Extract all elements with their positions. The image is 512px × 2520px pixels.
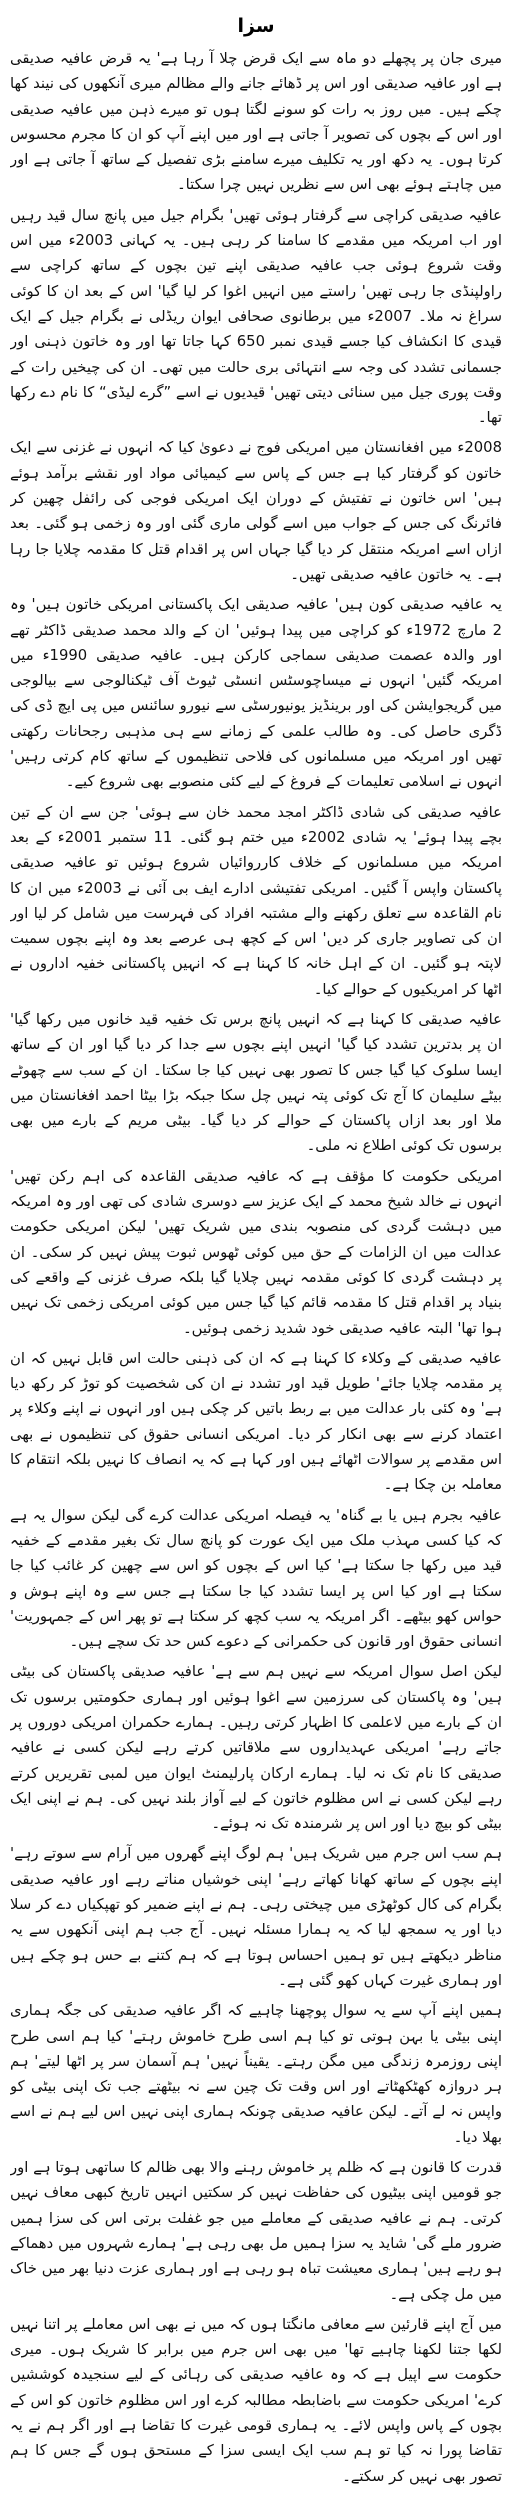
article-body (10, 46, 502, 2508)
article-paragraph: امریکی حکومت کا مؤقف ہے کہ عافیہ صدیقی القاعدہ کی اہم رکن تھیں' انہوں نے خالد شیخ محمد کے ایک عزیز سے دوسری شادی کی تھی اور وہ امریکہ میں دہشت گردی کی منصوبہ بندی میں شریک تھیں' لیکن امریکی حکومت عدالت میں ان الزامات کے حق میں کوئی ٹھوس ثبوت پیش نہیں کر سکی۔ ان پر دہشت گردی کا کوئی مقدمہ نہیں چلایا گیا بلکہ صرف غزنی کے واقعے کی بنیاد پر اقدام قتل کا مقدمہ قائم کیا گیا جس میں کوئی امریکی زخمی تک نہیں ہوا تھا' البتہ عافیہ صدیقی خود شدید زخمی ہوئیں۔ (10, 1167, 502, 1337)
article-paragraph: قدرت کا قانون ہے کہ ظلم پر خاموش رہنے والا بھی ظالم کا ساتھی ہوتا ہے اور جو قومیں اپنی بیٹیوں کی حفاظت نہیں کر سکتیں انہیں تاریخ کبھی معاف نہیں کرتی۔ ہم نے عافیہ صدیقی کے معاملے میں جو غفلت برتی اس کی سزا ہمیں ضرور ملے گی' شاید یہ سزا ہمیں مل بھی رہی ہے' ہمارے شہروں میں دھماکے ہو رہے ہیں' ہماری معیشت تباہ ہو رہی ہے اور ہماری عزت دنیا بھر میں خاک میں مل چکی ہے۔ (10, 2159, 502, 2303)
article-paragraph: عافیہ صدیقی کا کہنا ہے کہ انہیں پانچ برس تک خفیہ قید خانوں میں رکھا گیا' ان پر بدترین تشدد کیا گیا' انہیں اپنے بچوں سے جدا کر دیا گیا اور ان کے ساتھ ایسا سلوک کیا گیا جس کا تصور بھی نہیں کیا جا سکتا۔ ان کے سب سے چھوٹے بیٹے سلیمان کا آج تک کوئی پتہ نہیں چل سکا جبکہ بڑا بیٹا احمد افغانستان میں ملا اور بعد ازاں پاکستان کے حوالے کر دیا گیا۔ بیٹی مریم کے بارے میں بھی برسوں تک کوئی اطلاع نہ ملی۔ (10, 1010, 502, 1155)
column-header (10, 6, 502, 46)
article-paragraph: یہ عافیہ صدیقی کون ہیں' عافیہ صدیقی ایک پاکستانی امریکی خاتون ہیں' وہ 2 مارچ 1972ء کو کراچی میں پیدا ہوئیں' ان کے والد محمد صدیقی ڈاکٹر تھے اور والدہ عصمت صدیقی سماجی کارکن ہیں۔ عافیہ صدیقی 1990ء میں امریکہ گئیں' انہوں نے میساچوسٹس انسٹی ٹیوٹ آف ٹیکنالوجی سے بیالوجی میں گریجوایشن کی اور برینڈیز یونیورسٹی سے نیورو سائنس میں پی ایچ ڈی کی ڈگری حاصل کی۔ وہ طالب علمی کے زمانے سے ہی مذہبی رجحانات رکھتی تھیں اور امریکہ میں مسلمانوں کی فلاحی تنظیموں کے ساتھ کام کرتی رہیں' انہوں نے اسلامی تعلیمات کے فروغ کے لیے کئی منصوبے بھی شروع کیے۔ (10, 596, 502, 791)
article-paragraph: ہمیں اپنے آپ سے یہ سوال پوچھنا چاہیے کہ اگر عافیہ صدیقی کی جگہ ہماری اپنی بیٹی یا بہن ہوتی تو کیا ہم اسی طرح خاموش رہتے' کیا ہم اسی طرح اپنی روزمرہ زندگی میں مگن رہتے۔ یقیناً نہیں' ہم آسمان سر پر اٹھا لیتے' ہم ہر دروازہ کھٹکھٹاتے اور اس وقت تک چین سے نہ بیٹھتے جب تک اپنی بیٹی کو واپس نہ لے آتے۔ لیکن عافیہ صدیقی چونکہ ہماری اپنی نہیں اس لیے ہم نے اسے بھلا دیا۔ (10, 2002, 502, 2146)
article-paragraph: عافیہ بجرم ہیں یا بے گناہ' یہ فیصلہ امریکی عدالت کرے گی لیکن سوال یہ ہے کہ کیا کسی مہذب ملک میں ایک عورت کو پانچ سال تک بغیر مقدمے کے خفیہ قید میں رکھا جا سکتا ہے' کیا اس کے بچوں کو اس سے چھین کر غائب کیا جا سکتا ہے اور کیا اس پر ایسا تشدد کیا جا سکتا ہے جس سے وہ اپنے ہوش و حواس کھو بیٹھے۔ اگر امریکہ یہ سب کچھ کر سکتا ہے تو پھر اس کے جمہوریت' انسانی حقوق اور قانون کی حکمرانی کے دعوے کس حد تک سچے ہیں۔ (10, 1506, 502, 1651)
article-paragraph: 2008ء میں افغانستان میں امریکی فوج نے دعویٰ کیا کہ انہوں نے غزنی سے ایک خاتون کو گرفتار کیا ہے جس کے پاس سے کیمیائی مواد اور نقشے برآمد ہوئے ہیں' اس خاتون نے تفتیش کے دوران ایک امریکی فوجی کی رائفل چھین کر فائرنگ کی جس کے جواب میں اسے گولی ماری گئی اور وہ زخمی ہو گئی۔ بعد ازاں اسے امریکہ منتقل کر دیا گیا جہاں اس پر اقدام قتل کا مقدمہ چلایا جا رہا ہے۔ یہ خاتون عافیہ صدیقی تھیں۔ (10, 439, 502, 583)
article-paragraph: عافیہ صدیقی کراچی سے گرفتار ہوئی تھیں' بگرام جیل میں پانچ سال قید رہیں اور اب امریکہ میں مقدمے کا سامنا کر رہی ہیں۔ یہ کہانی 2003ء میں اس وقت شروع ہوئی جب عافیہ صدیقی اپنے تین بچوں کے ساتھ کراچی سے راولپنڈی جا رہی تھیں' راستے میں انہیں اغوا کر لیا گیا' اس کے بعد ان کا کوئی سراغ نہ ملا۔ 2007ء میں برطانوی صحافی ایوان ریڈلی نے بگرام جیل کے ایک قیدی کا انکشاف کیا جسے قیدی نمبر 650 کہا جاتا تھا اور وہ خاتون ذہنی اور جسمانی تشدد کی وجہ سے انتہائی بری حالت میں تھی۔ ان کی چیخیں رات کے وقت پوری جیل میں سنائی دیتی تھیں' قیدیوں نے اسے ”گرے لیڈی“ کا نام دے رکھا تھا۔ (10, 206, 502, 427)
article-paragraph: لیکن اصل سوال امریکہ سے نہیں ہم سے ہے' عافیہ صدیقی پاکستان کی بیٹی ہیں' وہ پاکستان کی سرزمین سے اغوا ہوئیں اور ہماری حکومتیں برسوں تک ان کے بارے میں لاعلمی کا اظہار کرتی رہیں۔ ہمارے حکمران امریکی دوروں پر جاتے رہے' امریکی عہدیداروں سے ملاقاتیں کرتے رہے لیکن کسی نے عافیہ صدیقی کا نام تک نہ لیا۔ ہمارے ارکان پارلیمنٹ ایوان میں لمبی تقریریں کرتے رہے لیکن کسی نے اس مظلوم خاتون کے لیے آواز بلند نہیں کی۔ ہم نے اپنی ایک بیٹی کو بیچ دیا اور اس پر شرمندہ تک نہ ہوئے۔ (10, 1663, 502, 1833)
article-paragraph: میں آج اپنے قارئین سے معافی مانگتا ہوں کہ میں نے بھی اس معاملے پر اتنا نہیں لکھا جتنا لکھنا چاہیے تھا' میں بھی اس جرم میں برابر کا شریک ہوں۔ میری حکومت سے اپیل ہے کہ وہ عافیہ صدیقی کی رہائی کے لیے سنجیدہ کوششیں کرے' امریکی حکومت سے باضابطہ مطالبہ کرے اور اس مظلوم خاتون کو اس کے بچوں کے پاس واپس لائے۔ یہ ہماری قومی غیرت کا تقاضا ہے اور اگر ہم نے یہ تقاضا پورا نہ کیا تو ہم سب ایک ایسی سزا کے مستحق ہوں گے جس کا ہم تصور بھی نہیں کر سکتے۔ (10, 2315, 502, 2485)
article-paragraph: عافیہ صدیقی کے وکلاء کا کہنا ہے کہ ان کی ذہنی حالت اس قابل نہیں کہ ان پر مقدمہ چلایا جائے' طویل قید اور تشدد نے ان کی شخصیت کو توڑ کر رکھ دیا ہے' وہ کئی بار عدالت میں بے ربط باتیں کر چکی ہیں اور انہوں نے اپنے وکلاء پر اعتماد کرنے سے بھی انکار کر دیا۔ امریکی انسانی حقوق کی تنظیموں نے بھی اس مقدمے پر سوالات اٹھائے ہیں اور کہا ہے کہ یہ انصاف کا نہیں بلکہ انتقام کا معاملہ بن چکا ہے۔ (10, 1349, 502, 1494)
article-title: سزا (237, 15, 275, 37)
article-paragraph: عافیہ صدیقی کی شادی ڈاکٹر امجد محمد خان سے ہوئی' جن سے ان کے تین بچے پیدا ہوئے' یہ شادی 2002ء میں ختم ہو گئی۔ 11 ستمبر 2001ء کے بعد امریکہ میں مسلمانوں کے خلاف کارروائیاں شروع ہوئیں تو عافیہ صدیقی پاکستان واپس آ گئیں۔ امریکی تفتیشی ادارے ایف بی آئی نے 2003ء میں ان کا نام القاعدہ سے تعلق رکھنے والے مشتبہ افراد کی فہرست میں شامل کر لیا اور ان کی تصاویر جاری کر دیں' اس کے کچھ ہی عرصے بعد وہ اپنے بچوں سمیت لاپتہ ہو گئیں۔ ان کے اہل خانہ کا کہنا ہے کہ انہیں پاکستانی خفیہ اداروں نے اٹھا کر امریکیوں کے حوالے کیا۔ (10, 803, 502, 998)
article-paragraph: میری جان پر پچھلے دو ماہ سے ایک قرض چلا آ رہا ہے' یہ قرض عافیہ صدیقی ہے اور عافیہ صدیقی اور اس پر ڈھائے جانے والے مظالم میری آنکھوں کی نیند کھا چکے ہیں۔ میں روز بہ رات کو سونے لگتا ہوں تو میرے ذہن میں عافیہ صدیقی اور اس کے بچوں کی تصویر آ جاتی ہے اور میں اپنے آپ کو ان کا مجرم محسوس کرتا ہوں۔ یہ دکھ اور یہ تکلیف میرے سامنے بڑی تفصیل کے ساتھ آ جاتی ہے اور میں چاہتے ہوئے بھی اس سے نظریں نہیں چرا سکتا۔ (10, 50, 502, 194)
article-paragraph: ہم سب اس جرم میں شریک ہیں' ہم لوگ اپنے گھروں میں آرام سے سوتے رہے' اپنے بچوں کے ساتھ کھانا کھاتے رہے' اپنی خوشیاں مناتے رہے اور عافیہ صدیقی بگرام کی کال کوٹھڑی میں چیختی رہی۔ ہم نے اپنے ضمیر کو تھپکیاں دے کر سلا دیا اور یہ سمجھ لیا کہ یہ ہمارا مسئلہ نہیں۔ آج جب ہم اپنی آنکھوں سے یہ مناظر دیکھتے ہیں تو ہمیں احساس ہوتا ہے کہ ہم کتنے بے حس ہو چکے ہیں اور ہماری غیرت کہاں کھو گئی ہے۔ (10, 1845, 502, 1989)
